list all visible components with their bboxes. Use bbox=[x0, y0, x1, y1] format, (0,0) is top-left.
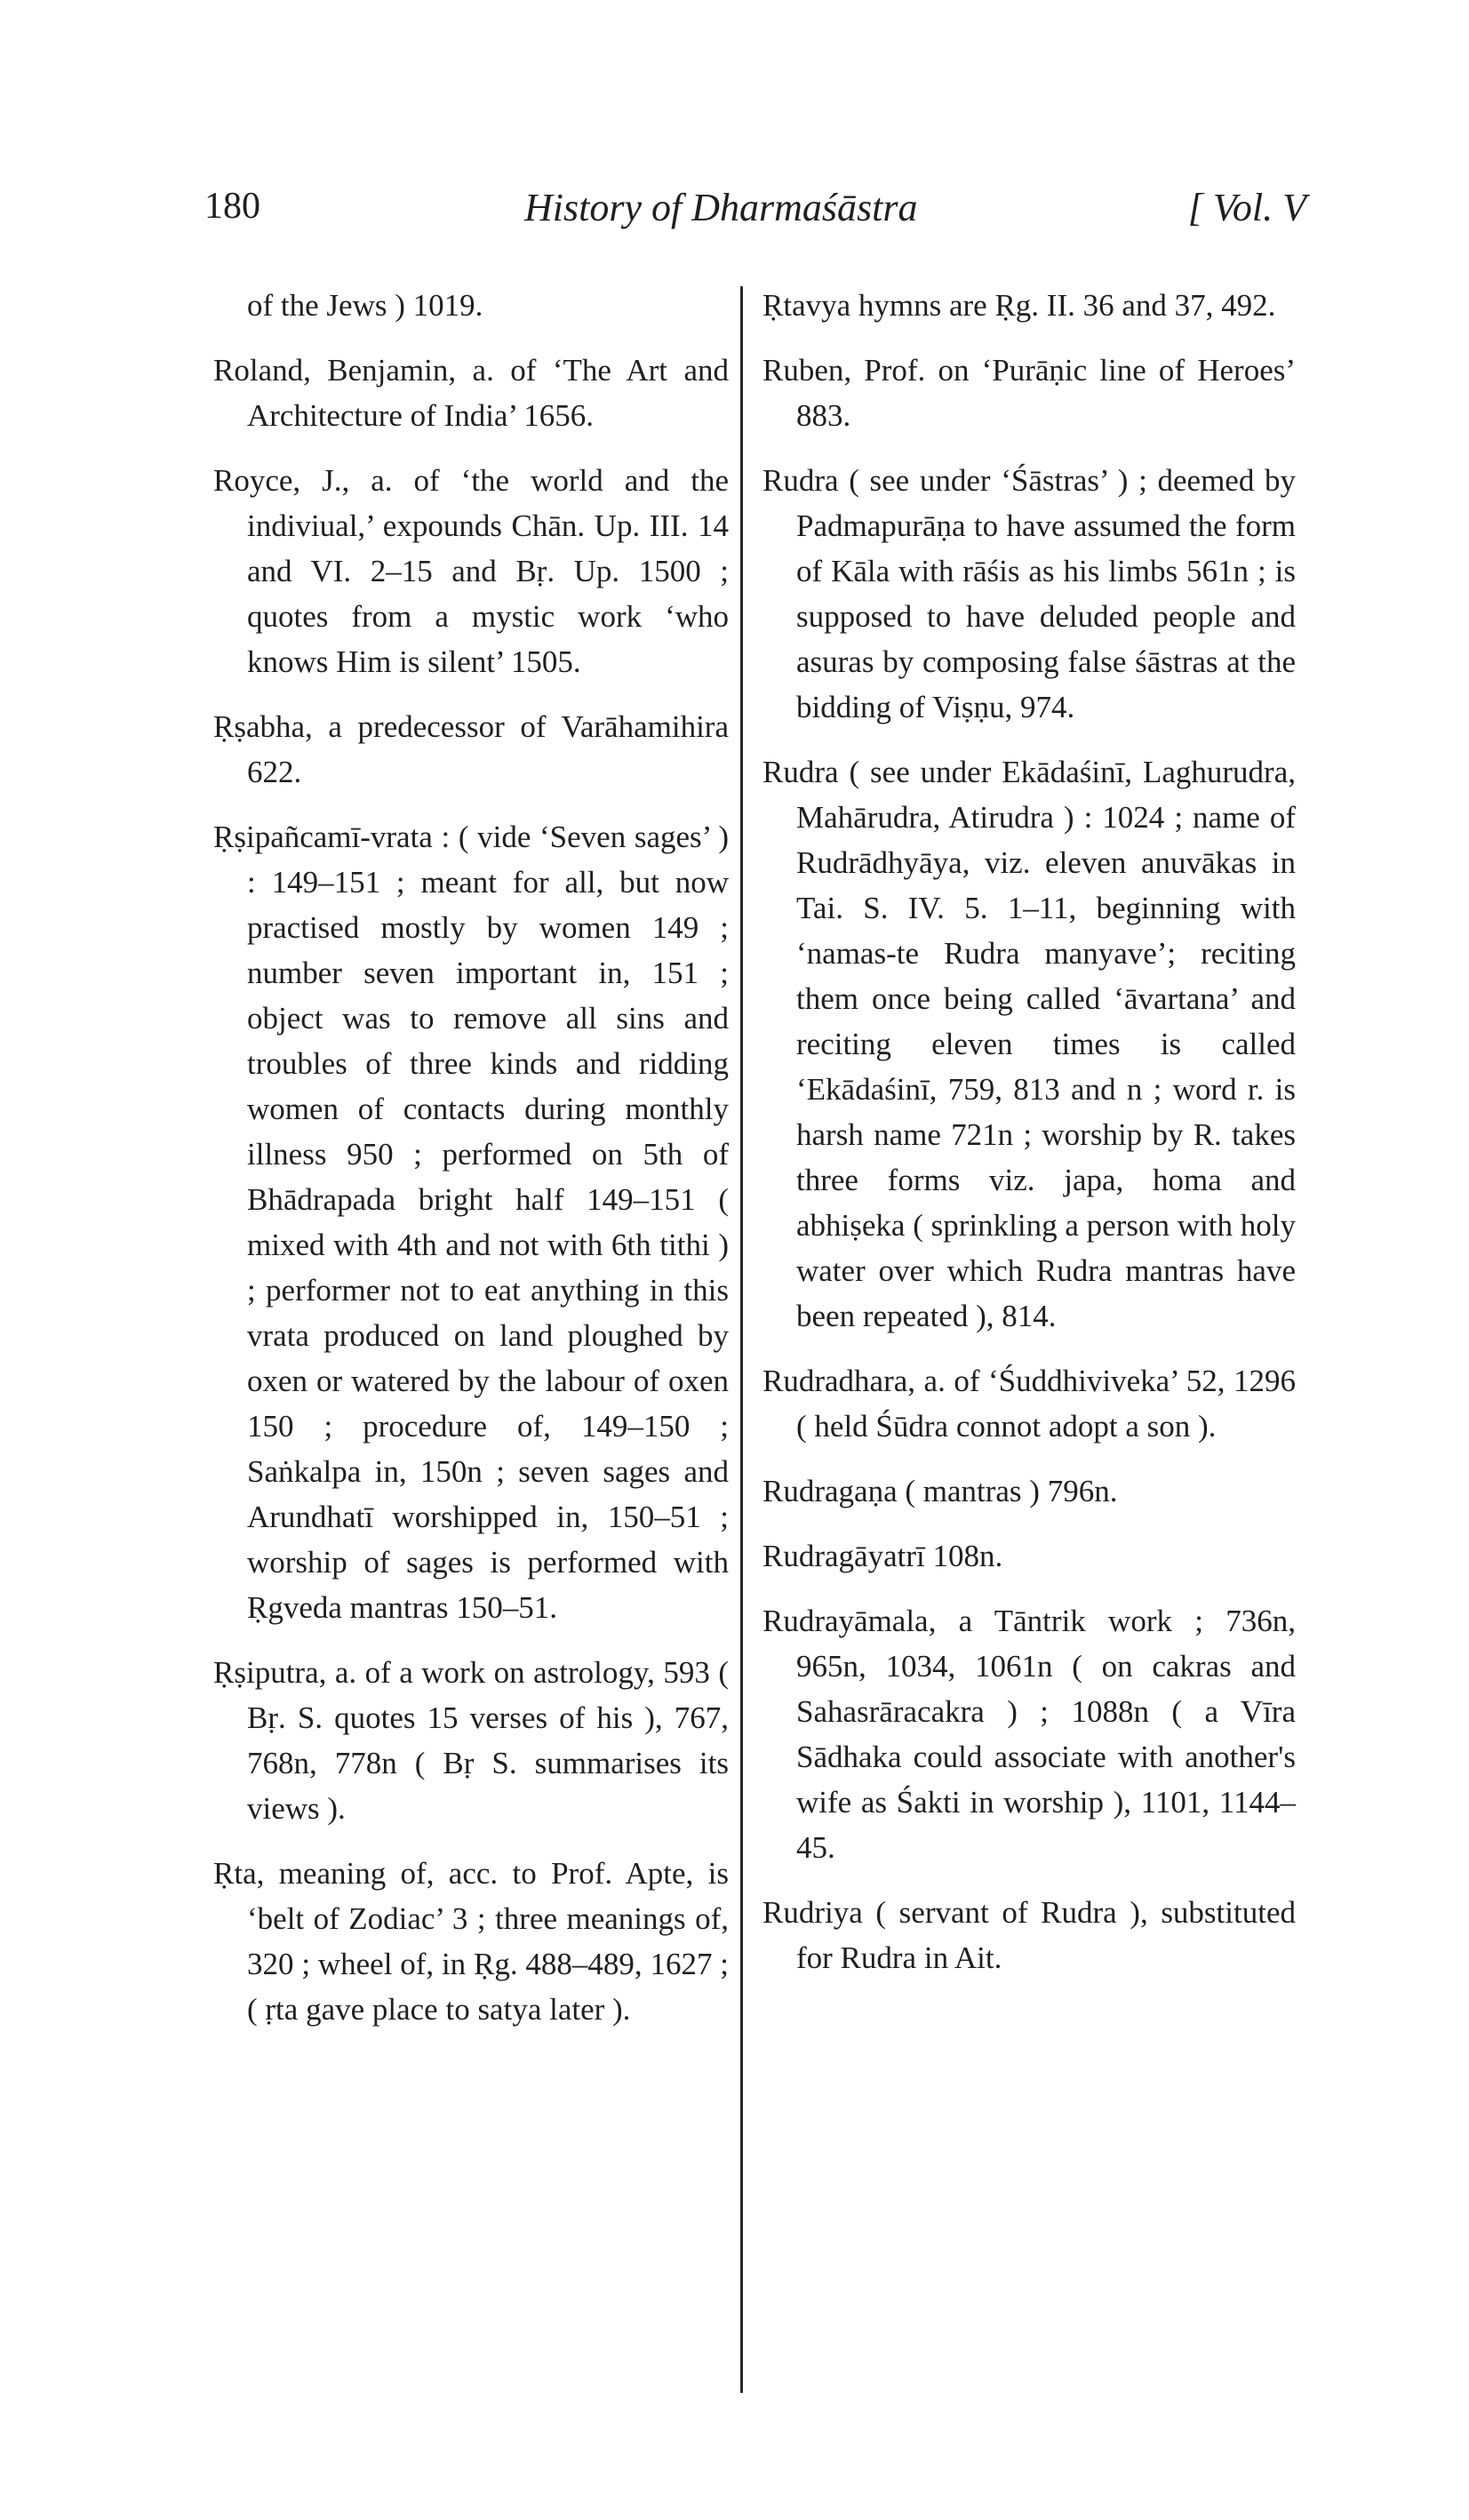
index-entry: Rudragaṇa ( mantras ) 796n. bbox=[762, 1474, 1118, 1508]
right-column bbox=[762, 283, 1296, 2000]
index-entry: Roland, Benjamin, a. of ‘The Art and Architecture of India’ 1656. bbox=[213, 353, 729, 433]
page-number: 180 bbox=[204, 186, 260, 227]
volume-label: [ Vol. V bbox=[1187, 186, 1306, 229]
index-entry: Rudra ( see under Ekādaśinī, Laghurudra, Mahārudra, Atirudra ) : 1024 ; name of Rudrādhyāya, viz. eleven anuvākas in Tai. S. IV. 5. 1–11, beginning with ‘namas-te Rudra manyave’; reciting them once being called ‘āvartana’ and reciting eleven times is called ‘Ekādaśinī, 759, 813 and n ; word r. is harsh name 721n ; worship by R. takes three forms viz. japa, homa and abhiṣeka ( sprinkling a person with holy water over which Rudra mantras have been repeated ), 814. bbox=[762, 755, 1296, 1333]
page-header bbox=[204, 185, 1306, 238]
index-entry: Ṛtavya hymns are Ṛg. II. 36 and 37, 492. bbox=[762, 288, 1276, 323]
index-entry: Ṛṣabha, a predecessor of Varāhamihira 622. bbox=[213, 709, 729, 789]
index-entry: Rudrayāmala, a Tāntrik work ; 736n, 965n, 1034, 1061n ( on cakras and Sahasrāracakra ) ; 1088n ( a Vīra Sādhaka could associate with another's wife as Śakti in worship ), 1101, 1144–45. bbox=[762, 1604, 1296, 1865]
column-divider bbox=[740, 286, 743, 2393]
index-entry: Ṛṣiputra, a. of a work on astrology, 593 ( Bṛ. S. quotes 15 verses of his ), 767, 768n, 778n ( Bṛ S. summarises its views ). bbox=[213, 1655, 729, 1826]
index-entry: Royce, J., a. of ‘the world and the indiviual,’ expounds Chān. Up. III. 14 and VI. 2–15 and Bṛ. Up. 1500 ; quotes from a mystic work ‘who knows Him is silent’ 1505. bbox=[213, 463, 729, 679]
index-entry: Rudradhara, a. of ‘Śuddhiviveka’ 52, 1296 ( held Śūdra connot adopt a son ). bbox=[762, 1364, 1296, 1444]
index-entry: Ṛta, meaning of, acc. to Prof. Apte, is ‘belt of Zodiac’ 3 ; three meanings of, 320 ; wheel of, in Ṛg. 488–489, 1627 ; ( ṛta gave place to satya later ). bbox=[213, 1856, 729, 2027]
index-entry: Rudriya ( servant of Rudra ), substituted for Rudra in Ait. bbox=[762, 1895, 1296, 1975]
index-entry: Ṛṣipañcamī-vrata : ( vide ‘Seven sages’ ) : 149–151 ; meant for all, but now practised mostly by women 149 ; number seven important in, 151 ; object was to remove all sins and troubles of three kinds and ridding women of contacts during monthly illness 950 ; performed on 5th of Bhādrapada bright half 149–151 ( mixed with 4th and not with 6th tithi ) ; performer not to eat anything in this vrata produced on land ploughed by oxen or watered by the labour of oxen 150 ; procedure of, 149–150 ; Saṅkalpa in, 150n ; seven sages and Arundhatī worshipped in, 150–51 ; worship of sages is performed with Ṛgveda mantras 150–51. bbox=[213, 820, 729, 1625]
index-entry: of the Jews ) 1019. bbox=[247, 288, 483, 323]
index-entry: Rudragāyatrī 108n. bbox=[762, 1539, 1003, 1573]
index-entry: Ruben, Prof. on ‘Purāṇic line of Heroes’ 883. bbox=[762, 353, 1296, 433]
running-title: History of Dharmaśāstra bbox=[524, 186, 918, 229]
left-column bbox=[213, 283, 729, 2052]
index-entry: Rudra ( see under ‘Śāstras’ ) ; deemed by Padmapurāṇa to have assumed the form of Kāla with rāśis as his limbs 561n ; is supposed to have deluded people and asuras by composing false śāstras at the bidding of Viṣṇu, 974. bbox=[762, 463, 1296, 724]
